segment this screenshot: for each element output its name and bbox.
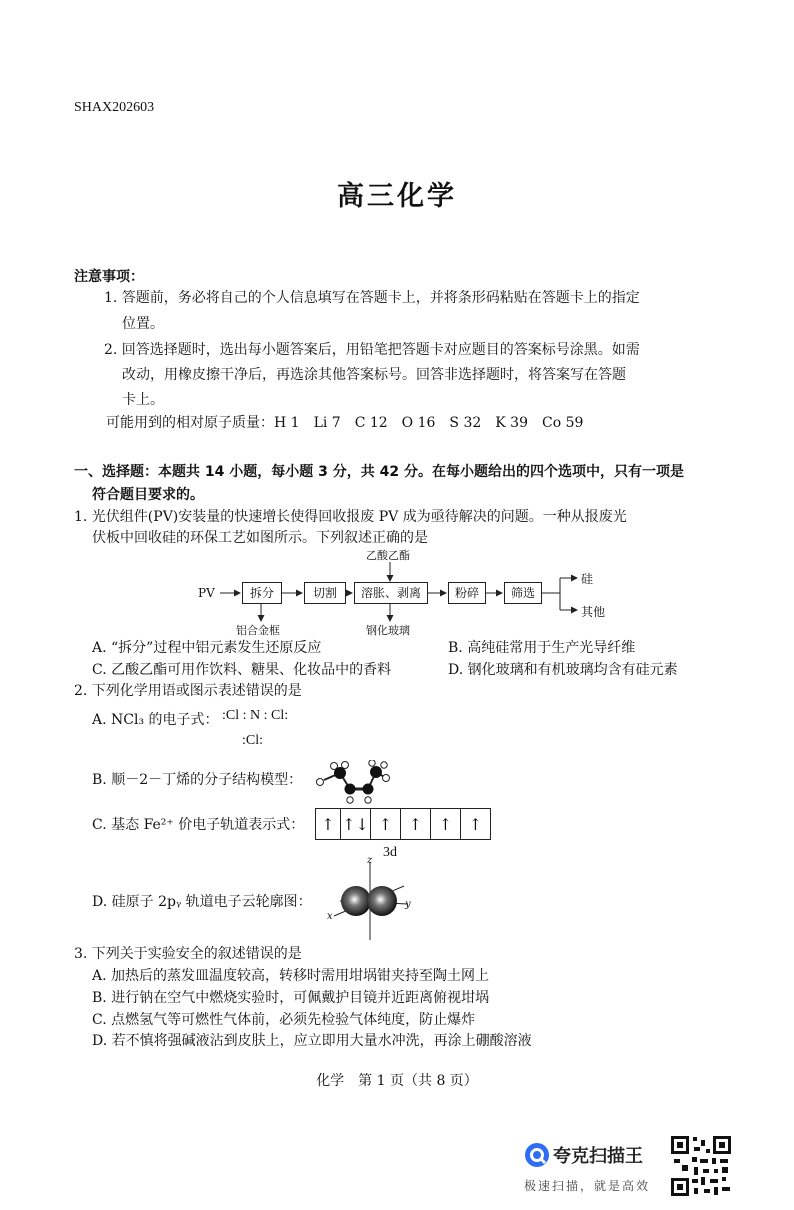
q3-option-d: D. 若不慎将强碱液沾到皮肤上，应立即用大量水冲洗，再涂上硼酸溶液 [92, 1033, 532, 1049]
flow-product-silicon: 硅 [581, 572, 594, 586]
orbital-3d-box-4: ↑ [431, 809, 461, 840]
q1-option-b: B. 高纯硅常用于生产光导纤维 [448, 640, 636, 656]
q2-option-c-label: C. 基态 Fe²⁺ 价电子轨道表示式： [92, 817, 305, 833]
axis-x-label: x [327, 911, 333, 922]
flow-step-sieve: 筛选 [504, 582, 542, 604]
page-footer: 化学 第 1 页（共 8 页） [316, 1073, 478, 1089]
cis-2-butene-model [312, 760, 392, 804]
fe2-orbital-diagram [315, 808, 491, 840]
atomic-masses: 可能用到的相对原子质量：H 1 Li 7 C 12 O 16 S 32 K 39 Co 59 [106, 415, 584, 431]
orbital-3d-box-2: ↑ [371, 809, 401, 840]
notice-heading: 注意事项： [74, 269, 144, 285]
section-1-line-1: 一、选择题：本题共 14 小题，每小题 3 分，共 42 分。在每小题给出的四个选项中，只有一项是 [74, 464, 684, 480]
q1-option-d: D. 钢化玻璃和有机玻璃均含有硅元素 [448, 662, 678, 678]
flow-output-aluminum-frame: 铝合金框 [236, 624, 280, 637]
q2-stem: 2. 下列化学用语或图示表述错误的是 [74, 683, 302, 699]
qr-code-icon[interactable] [670, 1135, 732, 1197]
q1-stem-line-2: 伏板中回收硅的环保工艺如图所示。下列叙述正确的是 [92, 530, 428, 546]
axis-y-label: y [405, 899, 411, 910]
notice-item-2-line-3: 卡上。 [122, 392, 164, 408]
flow-product-other: 其他 [581, 605, 606, 619]
flow-step-cut: 切割 [304, 582, 346, 604]
notice-item-1-line-1: 1. 答题前，务必将自己的个人信息填写在答题卡上，并将条形码粘贴在答题卡上的指定 [104, 290, 640, 306]
q1-option-c: C. 乙酸乙酯可用作饮料、糖果、化妆品中的香料 [92, 662, 392, 678]
q2-option-a-label: A. NCl₃ 的电子式： [92, 712, 219, 728]
notice-item-2-line-1: 2. 回答选择题时，选出每小题答案后，用铅笔把答题卡对应题目的答案标号涂黑。如需 [104, 342, 640, 358]
axis-z-label: z [367, 855, 373, 866]
flow-step-split: 拆分 [242, 582, 282, 604]
flow-output-tempered-glass: 钢化玻璃 [366, 624, 410, 637]
q3-option-b: B. 进行钠在空气中燃烧实验时，可佩戴护目镜并近距离俯视坩埚 [92, 990, 490, 1006]
page-title: 高三化学 [337, 181, 457, 212]
q2-option-b-label: B. 顺－2－丁烯的分子结构模型： [92, 772, 303, 788]
ncl3-electron-formula-top: :Cl : N : Cl: [222, 708, 289, 723]
notice-item-2-line-2: 改动，用橡皮擦干净后，再选涂其他答案标号。回答非选择题时，将答案写在答题 [122, 367, 626, 383]
flow-step-swell-strip: 溶胀、剥离 [354, 582, 428, 604]
q2-option-d-label: D. 硅原子 2pᵧ 轨道电子云轮廓图： [92, 894, 312, 910]
scanner-slogan: 极速扫描，就是高效 [524, 1179, 651, 1193]
orbital-3d-box-5: ↑ [461, 809, 491, 840]
orbital-3d-box-1: ↑↓ [341, 809, 371, 840]
orbital-4s-box: ↑ [316, 809, 341, 840]
scanner-brand-name: 夸克扫描王 [553, 1146, 643, 1167]
notice-item-1-line-2: 位置。 [122, 316, 164, 332]
flow-input-ethyl-acetate: 乙酸乙酯 [366, 549, 410, 562]
section-1-line-2: 符合题目要求的。 [92, 487, 204, 503]
q1-stem-line-1: 1. 光伏组件(PV)安装量的快速增长使得回收报废 PV 成为亟待解决的问题。一种从报废光 [74, 509, 627, 525]
q3-stem: 3. 下列关于实验安全的叙述错误的是 [74, 946, 302, 962]
q1-option-a: A. “拆分”过程中铝元素发生还原反应 [92, 640, 322, 656]
q3-option-c: C. 点燃氢气等可燃性气体前，必须先检验气体纯度，防止爆炸 [92, 1012, 476, 1028]
exam-code: SHAX202603 [74, 100, 155, 115]
orbital-3d-box-3: ↑ [401, 809, 431, 840]
orbital-sublevel-label: 3d [383, 845, 397, 860]
flow-step-crush: 粉碎 [448, 582, 486, 604]
q3-option-a: A. 加热后的蒸发皿温度较高，转移时需用坩埚钳夹持至陶土网上 [92, 968, 490, 984]
quark-logo-icon [524, 1142, 550, 1168]
ncl3-electron-formula-bottom: :Cl: [242, 733, 264, 748]
flow-start-pv: PV [198, 586, 215, 600]
